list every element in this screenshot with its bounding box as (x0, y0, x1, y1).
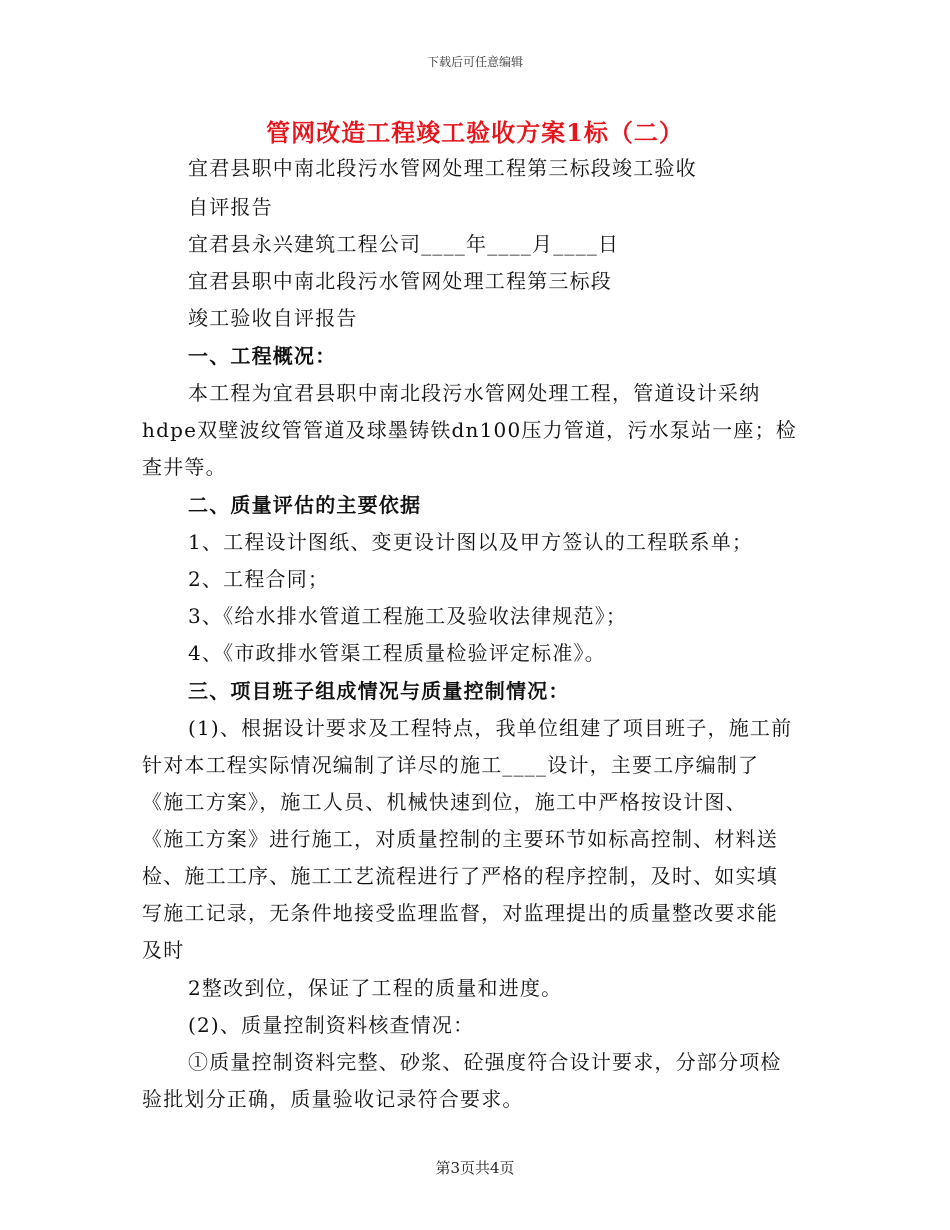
report-subtitle-line-1: 宜君县职中南北段污水管网处理工程第三标段竣工验收 (188, 156, 697, 180)
team-paragraph-line-8: 2整改到位，保证了工程的质量和进度。 (188, 976, 563, 1000)
overview-paragraph-line-1: 本工程为宜君县职中南北段污水管网处理工程，管道设计采纳 (188, 381, 761, 405)
overview-paragraph-line-2: hdpe双壁波纹管管道及球墨铸铁dn100压力管道，污水泵站一座；检 (142, 418, 797, 442)
team-paragraph-line-1: (1)、根据设计要求及工程特点，我单位组建了项目班子，施工前 (188, 716, 793, 740)
header-note: 下载后可任意编辑 (426, 55, 523, 69)
report-title-line-2: 竣工验收自评报告 (188, 306, 358, 330)
basis-item-3: 3、《给水排水管道工程施工及验收法律规范》； (188, 604, 628, 628)
report-title-line-1: 宜君县职中南北段污水管网处理工程第三标段 (188, 269, 612, 293)
team-paragraph-line-2: 针对本工程实际情况编制了详尽的施工____设计，主要工序编制了 (142, 753, 760, 777)
team-paragraph-line-3: 《施工方案》，施工人员、机械快速到位，施工中严格按设计图、 (142, 790, 747, 814)
team-paragraph-line-5: 检、施工工序、施工工艺流程进行了严格的程序控制，及时、如实填 (142, 864, 778, 888)
quality-control-item-line-2: 验批划分正确，质量验收记录符合要求。 (142, 1087, 524, 1111)
document-title: 管网改造工程竣工验收方案1标（二） (266, 118, 684, 147)
section-heading-overview: 一、工程概况： (188, 344, 337, 368)
quality-control-heading: (2)、质量控制资料核查情况： (188, 1013, 475, 1037)
company-date-line: 宜君县永兴建筑工程公司____年____月____日 (188, 232, 620, 256)
quality-control-item-line-1: ①质量控制资料完整、砂浆、砼强度符合设计要求，分部分项检 (188, 1050, 782, 1074)
section-heading-team: 三、项目班子组成情况与质量控制情况： (188, 679, 570, 703)
section-heading-basis: 二、质量评估的主要依据 (188, 493, 422, 517)
page-footer: 第3页共4页 (435, 1159, 515, 1177)
basis-item-1: 1、工程设计图纸、变更设计图以及甲方签认的工程联系单； (188, 530, 754, 554)
basis-item-2: 2、工程合同； (188, 567, 330, 591)
overview-paragraph-line-3: 查井等。 (142, 455, 227, 479)
team-paragraph-line-7: 及时 (142, 938, 185, 962)
basis-item-4: 4、《市政排水管渠工程质量检验评定标准》。 (188, 641, 606, 665)
team-paragraph-line-6: 写施工记录，无条件地接受监理监督，对监理提出的质量整改要求能 (142, 901, 778, 925)
team-paragraph-line-4: 《施工方案》进行施工，对质量控制的主要环节如标高控制、材料送 (142, 827, 778, 851)
report-subtitle-line-2: 自评报告 (188, 195, 273, 219)
